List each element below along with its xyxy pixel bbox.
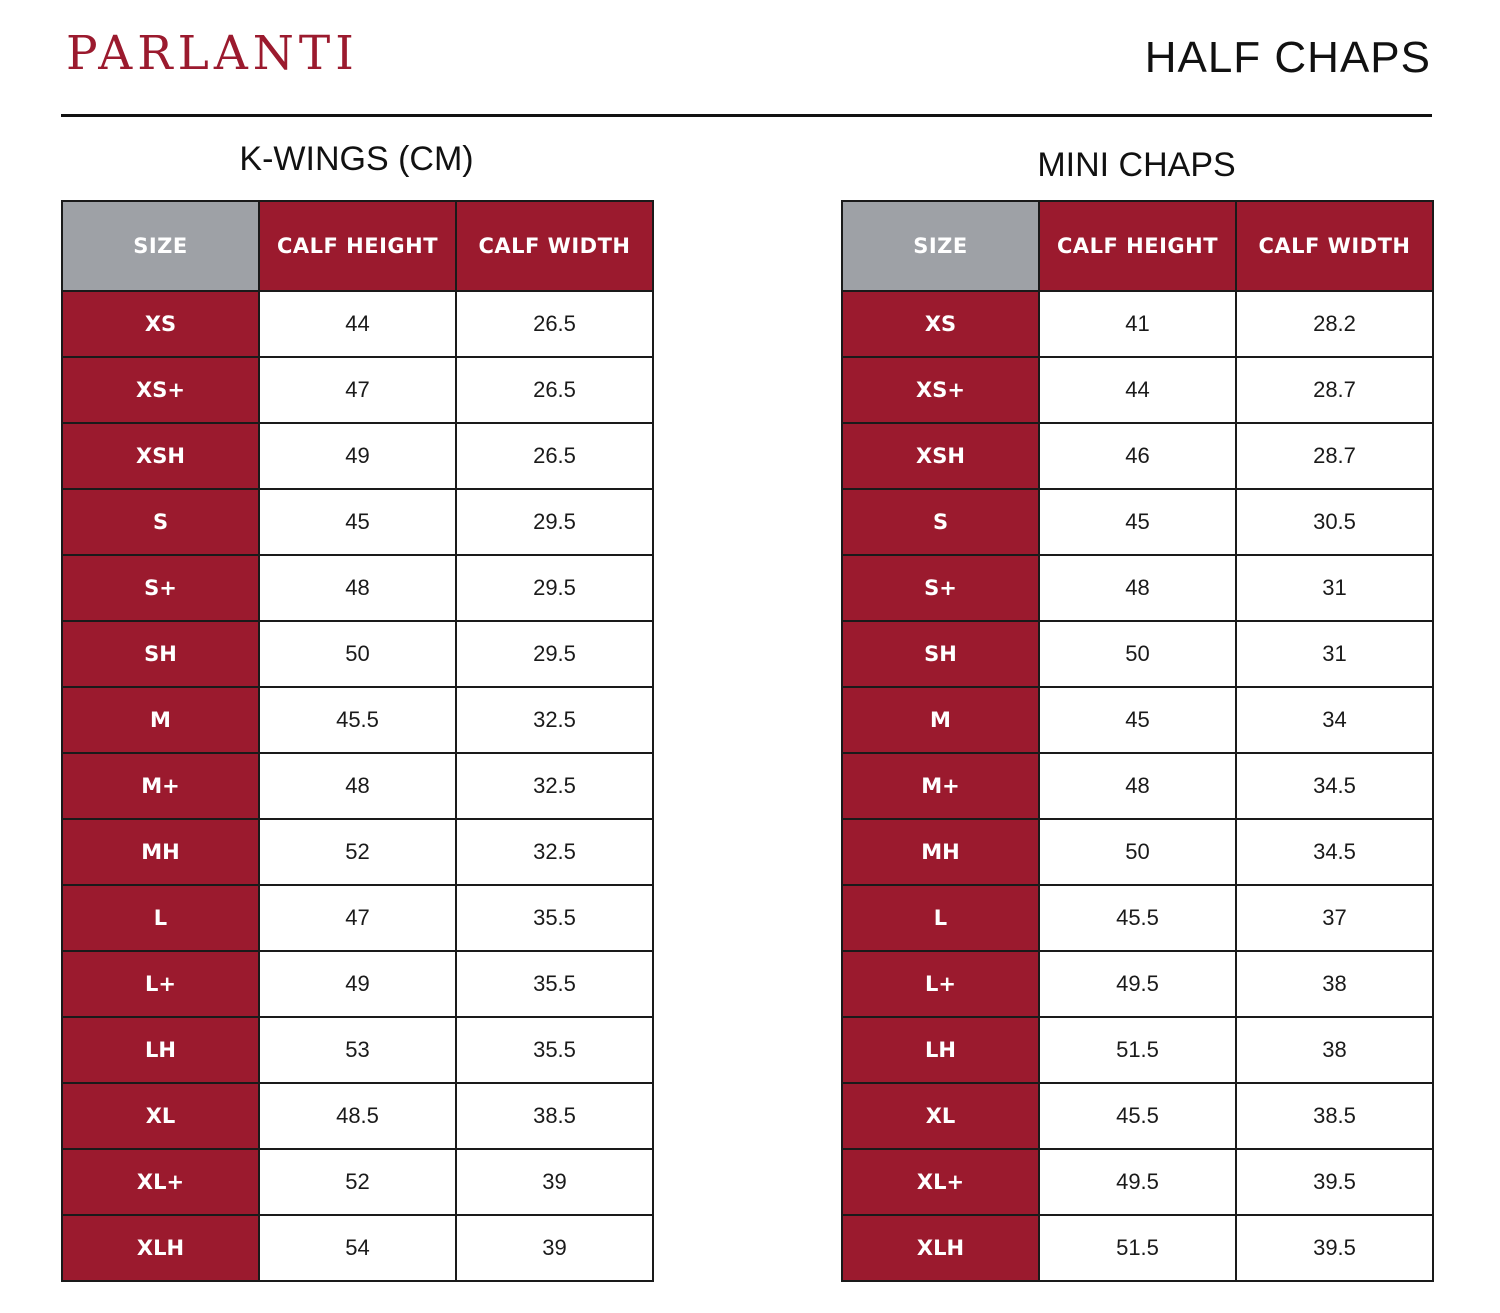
calf-width-cell: 35.5: [456, 951, 653, 1017]
table-row: [842, 423, 1433, 489]
size-cell: XS: [842, 291, 1039, 357]
calf-width-cell: 30.5: [1236, 489, 1433, 555]
calf-height-cell: 45: [1039, 489, 1236, 555]
calf-height-cell: 48: [1039, 753, 1236, 819]
calf-width-cell: 26.5: [456, 291, 653, 357]
table-row: [62, 1017, 653, 1083]
table-row: [62, 489, 653, 555]
size-cell: LH: [842, 1017, 1039, 1083]
calf-width-cell: 29.5: [456, 489, 653, 555]
calf-width-cell: 38: [1236, 1017, 1433, 1083]
calf-height-cell: 48: [259, 555, 456, 621]
column-header-calf-width: CALF WIDTH: [456, 201, 653, 291]
calf-width-cell: 38: [1236, 951, 1433, 1017]
mini-chaps-size-table: [841, 200, 1434, 1282]
table-row: [62, 357, 653, 423]
calf-height-cell: 51.5: [1039, 1017, 1236, 1083]
calf-width-cell: 31: [1236, 621, 1433, 687]
table-row: [62, 1149, 653, 1215]
calf-height-cell: 45: [1039, 687, 1236, 753]
calf-height-cell: 46: [1039, 423, 1236, 489]
k-wings-size-table: [61, 200, 654, 1282]
size-cell: XL+: [842, 1149, 1039, 1215]
table-row: [842, 1017, 1433, 1083]
calf-width-cell: 34.5: [1236, 753, 1433, 819]
table-row: [842, 1083, 1433, 1149]
calf-width-cell: 28.7: [1236, 423, 1433, 489]
calf-width-cell: 26.5: [456, 423, 653, 489]
table-row: [62, 951, 653, 1017]
calf-width-cell: 32.5: [456, 687, 653, 753]
calf-height-cell: 45.5: [259, 687, 456, 753]
calf-height-cell: 45: [259, 489, 456, 555]
calf-height-cell: 50: [1039, 819, 1236, 885]
size-cell: XSH: [842, 423, 1039, 489]
table-row: [842, 819, 1433, 885]
calf-height-cell: 50: [259, 621, 456, 687]
mini-chaps-title: MINI CHAPS: [1037, 146, 1236, 184]
calf-height-cell: 48: [1039, 555, 1236, 621]
size-cell: L+: [62, 951, 259, 1017]
calf-height-cell: 51.5: [1039, 1215, 1236, 1281]
size-cell: XS+: [842, 357, 1039, 423]
calf-height-cell: 52: [259, 1149, 456, 1215]
calf-width-cell: 37: [1236, 885, 1433, 951]
table-row: [62, 291, 653, 357]
table-row: [62, 753, 653, 819]
size-cell: M: [62, 687, 259, 753]
calf-height-cell: 44: [1039, 357, 1236, 423]
calf-width-cell: 28.2: [1236, 291, 1433, 357]
table-row: [842, 1149, 1433, 1215]
size-cell: LH: [62, 1017, 259, 1083]
column-header-size: SIZE: [62, 201, 259, 291]
header-divider: [61, 114, 1432, 117]
table-row: [62, 423, 653, 489]
size-cell: MH: [62, 819, 259, 885]
calf-height-cell: 48.5: [259, 1083, 456, 1149]
table-row: [842, 687, 1433, 753]
calf-width-cell: 38.5: [1236, 1083, 1433, 1149]
calf-height-cell: 53: [259, 1017, 456, 1083]
calf-height-cell: 45.5: [1039, 885, 1236, 951]
calf-width-cell: 31: [1236, 555, 1433, 621]
table-row: [62, 1215, 653, 1281]
calf-height-cell: 50: [1039, 621, 1236, 687]
calf-width-cell: 29.5: [456, 621, 653, 687]
calf-width-cell: 29.5: [456, 555, 653, 621]
table-row: [842, 1215, 1433, 1281]
table-row: [842, 621, 1433, 687]
calf-width-cell: 34.5: [1236, 819, 1433, 885]
size-cell: XLH: [62, 1215, 259, 1281]
size-cell: M: [842, 687, 1039, 753]
table-row: [842, 357, 1433, 423]
size-cell: XSH: [62, 423, 259, 489]
calf-height-cell: 47: [259, 885, 456, 951]
calf-height-cell: 48: [259, 753, 456, 819]
table-row: [842, 951, 1433, 1017]
size-cell: XS+: [62, 357, 259, 423]
size-cell: L: [842, 885, 1039, 951]
calf-width-cell: 35.5: [456, 885, 653, 951]
calf-width-cell: 35.5: [456, 1017, 653, 1083]
calf-height-cell: 49: [259, 951, 456, 1017]
column-header-size: SIZE: [842, 201, 1039, 291]
size-cell: L: [62, 885, 259, 951]
calf-height-cell: 49.5: [1039, 1149, 1236, 1215]
calf-width-cell: 26.5: [456, 357, 653, 423]
calf-width-cell: 32.5: [456, 819, 653, 885]
table-row: [62, 687, 653, 753]
size-cell: XL: [842, 1083, 1039, 1149]
size-cell: L+: [842, 951, 1039, 1017]
calf-width-cell: 39.5: [1236, 1149, 1433, 1215]
k-wings-title: K-WINGS (CM): [239, 140, 474, 178]
calf-width-cell: 28.7: [1236, 357, 1433, 423]
size-cell: SH: [842, 621, 1039, 687]
size-cell: XL: [62, 1083, 259, 1149]
size-cell: XLH: [842, 1215, 1039, 1281]
calf-height-cell: 45.5: [1039, 1083, 1236, 1149]
table-row: [62, 885, 653, 951]
brand-logo: PARLANTI: [66, 26, 359, 81]
size-cell: XL+: [62, 1149, 259, 1215]
calf-width-cell: 39.5: [1236, 1215, 1433, 1281]
table-row: [62, 621, 653, 687]
table-row: [842, 555, 1433, 621]
calf-height-cell: 47: [259, 357, 456, 423]
calf-height-cell: 49.5: [1039, 951, 1236, 1017]
size-cell: SH: [62, 621, 259, 687]
calf-height-cell: 44: [259, 291, 456, 357]
table-row: [842, 885, 1433, 951]
size-cell: S: [842, 489, 1039, 555]
size-cell: S+: [62, 555, 259, 621]
calf-width-cell: 39: [456, 1149, 653, 1215]
calf-height-cell: 41: [1039, 291, 1236, 357]
column-header-calf-height: CALF HEIGHT: [259, 201, 456, 291]
calf-height-cell: 54: [259, 1215, 456, 1281]
size-cell: S+: [842, 555, 1039, 621]
calf-width-cell: 38.5: [456, 1083, 653, 1149]
size-cell: M+: [62, 753, 259, 819]
size-cell: MH: [842, 819, 1039, 885]
size-cell: XS: [62, 291, 259, 357]
calf-width-cell: 32.5: [456, 753, 653, 819]
table-row: [62, 555, 653, 621]
table-row: [842, 753, 1433, 819]
table-row: [62, 819, 653, 885]
calf-width-cell: 34: [1236, 687, 1433, 753]
calf-width-cell: 39: [456, 1215, 653, 1281]
calf-height-cell: 49: [259, 423, 456, 489]
column-header-calf-width: CALF WIDTH: [1236, 201, 1433, 291]
calf-height-cell: 52: [259, 819, 456, 885]
column-header-calf-height: CALF HEIGHT: [1039, 201, 1236, 291]
table-row: [842, 291, 1433, 357]
table-row: [842, 489, 1433, 555]
page-title: HALF CHAPS: [1144, 33, 1431, 82]
table-header-row: [62, 201, 653, 291]
table-header-row: [842, 201, 1433, 291]
size-cell: S: [62, 489, 259, 555]
table-row: [62, 1083, 653, 1149]
size-cell: M+: [842, 753, 1039, 819]
